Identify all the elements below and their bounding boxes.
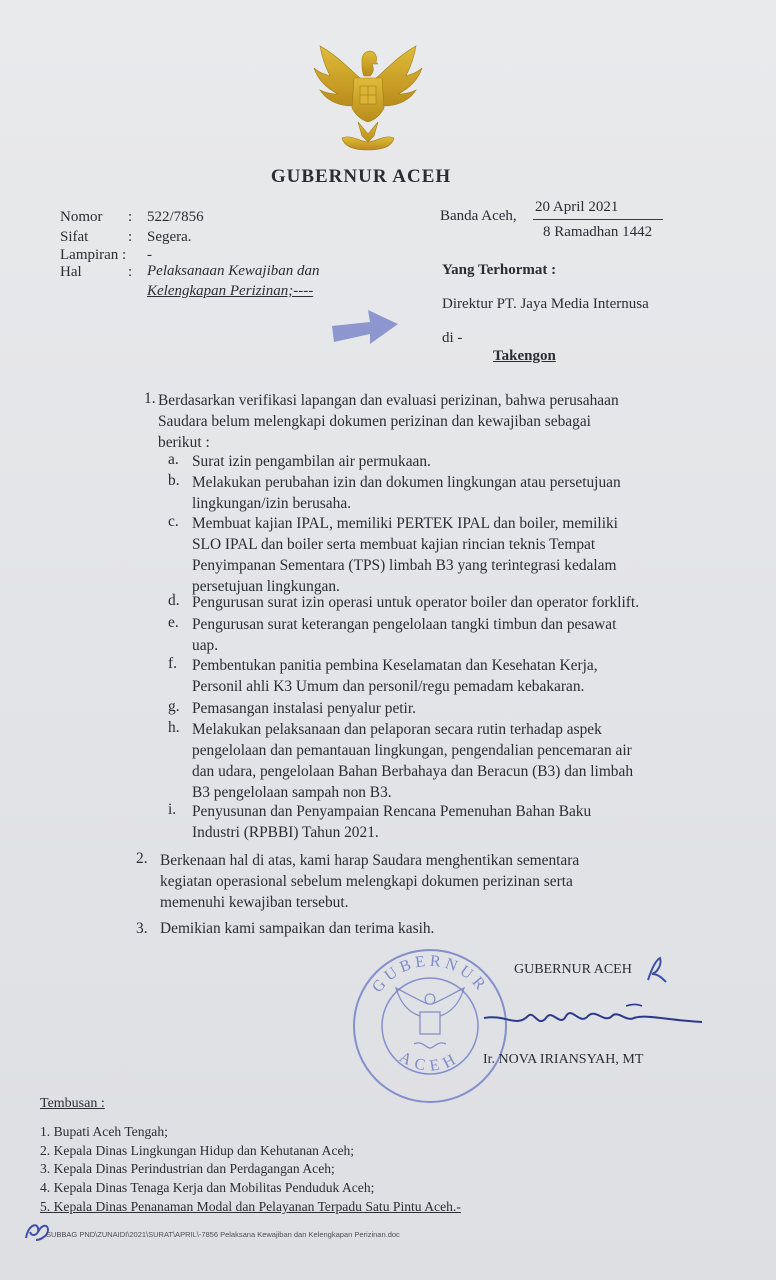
- text-line: berikut :: [158, 434, 210, 451]
- item-letter: d.: [168, 592, 180, 609]
- hal-label: Hal: [60, 264, 82, 280]
- lampiran-label: Lampiran :: [60, 247, 127, 263]
- lampiran-value: -: [147, 247, 152, 263]
- hal-line-2: Kelengkapan Perizinan;----: [147, 283, 314, 299]
- list-item-f: [192, 655, 722, 697]
- text-line: pengelolaan dan pemantauan lingkungan, pengendalian pencemaran air: [192, 742, 632, 759]
- list-item-e: [192, 614, 722, 656]
- text-line: Saudara belum melengkapi dokumen perizinan dan kewajiban sebagai: [158, 413, 591, 430]
- greeting: Yang Terhormat :: [442, 262, 557, 278]
- signatory-name: Ir. NOVA IRIANSYAH, MT: [483, 1052, 644, 1067]
- list-item-d: [192, 592, 722, 613]
- list-item-h: [192, 719, 722, 803]
- svg-text:ACEH: ACEH: [396, 1048, 464, 1076]
- date-divider: [533, 219, 663, 220]
- arrow-stamp-icon: [330, 306, 400, 350]
- text-line: Personil ahli K3 Umum dan personil/regu pemadam kebakaran.: [192, 678, 585, 695]
- item-letter: i.: [168, 801, 177, 818]
- colon: :: [128, 209, 133, 225]
- text-line: B3 pengelolaan sampah non B3.: [192, 784, 392, 801]
- text-line: Melakukan pelaksanaan dan pelaporan secara rutin terhadap aspek: [192, 721, 602, 738]
- text-line: Pemasangan instalasi penyalur petir.: [192, 700, 416, 717]
- signature-title: GUBERNUR ACEH: [514, 962, 632, 977]
- nomor-label: Nomor: [60, 209, 103, 225]
- text-line: Pengurusan surat keterangan pengelolaan tangki timbun dan pesawat: [192, 616, 617, 633]
- recipient-name: Direktur PT. Jaya Media Internusa: [442, 296, 649, 312]
- text-line: Membuat kajian IPAL, memiliki PERTEK IPAL dan boiler, memiliki: [192, 515, 618, 532]
- text-line: lingkungan/izin berusaha.: [192, 495, 351, 512]
- nomor-value: 522/7856: [147, 209, 204, 225]
- recipient-city: Takengon: [493, 348, 556, 364]
- cc-item: 5. Kepala Dinas Penanaman Modal dan Pelayanan Terpadu Satu Pintu Aceh.-: [40, 1199, 461, 1214]
- paragraph-1-number: 1.: [144, 390, 156, 407]
- text-line: dan udara, pengelolaan Bahan Berbahaya dan Beracun (B3) dan limbah: [192, 763, 634, 780]
- text-line: Pengurusan surat izin operasi untuk operator boiler dan operator forklift.: [192, 594, 640, 611]
- paragraph-2: [160, 850, 726, 913]
- paragraph-2-number: 2.: [136, 850, 148, 867]
- text-line: Surat izin pengambilan air permukaan.: [192, 453, 431, 470]
- item-letter: c.: [168, 513, 179, 530]
- text-line: Berkenaan hal di atas, kami harap Saudara menghentikan sementara: [160, 852, 580, 869]
- item-letter: f.: [168, 655, 177, 672]
- text-line: uap.: [192, 637, 219, 654]
- cc-item: 2. Kepala Dinas Lingkungan Hidup dan Kehutanan Aceh;: [40, 1143, 355, 1158]
- cc-title: Tembusan :: [40, 1096, 105, 1111]
- paragraph-3: Demikian kami sampaikan dan terima kasih.: [160, 920, 435, 937]
- signature-scribble-icon: [476, 998, 706, 1038]
- list-item-a: [192, 451, 722, 472]
- list-item-g: [192, 698, 722, 719]
- item-letter: a.: [168, 451, 179, 468]
- letterhead-title: GUBERNUR ACEH: [270, 166, 452, 187]
- item-letter: e.: [168, 614, 179, 631]
- text-line: Berdasarkan verifikasi lapangan dan evaluasi perizinan, bahwa perusahaan: [158, 392, 619, 409]
- sifat-label: Sifat: [60, 229, 89, 245]
- text-line: kegiatan operasional sebelum melengkapi dokumen perizinan serta: [160, 873, 573, 890]
- footer-file-path: SUBBAG PND\ZUNAIDI\2021\SURAT\APRIL\-7856 Pelaksana Kewajiban dan Kelengkapan Perizinan.doc: [46, 1230, 400, 1239]
- text-line: SLO IPAL dan boiler serta membuat kajian rincian teknis Tempat: [192, 536, 596, 553]
- cc-item: 1. Bupati Aceh Tengah;: [40, 1124, 168, 1139]
- list-item-b: [192, 472, 722, 514]
- text-line: persetujuan lingkungan.: [192, 578, 340, 595]
- text-line: Industri (RPBBI) Tahun 2021.: [192, 824, 379, 841]
- svg-text:GUBERNUR: GUBERNUR: [369, 952, 491, 996]
- text-line: Penyusunan dan Penyampaian Rencana Pemenuhan Bahan Baku: [192, 803, 592, 820]
- text-line: Penyimpanan Sementara (TPS) limbah B3 yang terintegrasi kedalam: [192, 557, 617, 574]
- item-letter: g.: [168, 698, 180, 715]
- place: Banda Aceh,: [440, 208, 517, 224]
- cc-item: 3. Kepala Dinas Perindustrian dan Perdagangan Aceh;: [40, 1161, 335, 1176]
- list-item-i: [192, 801, 722, 843]
- item-letter: b.: [168, 472, 180, 489]
- recipient-di: di -: [442, 330, 463, 346]
- colon: :: [128, 264, 133, 280]
- cc-item: 4. Kepala Dinas Tenaga Kerja dan Mobilitas Penduduk Aceh;: [40, 1180, 375, 1195]
- paragraph-1: [158, 390, 724, 453]
- colon: :: [128, 229, 133, 245]
- date: 20 April 2021: [535, 199, 619, 215]
- text-line: Melakukan perubahan izin dan dokumen lingkungan atau persetujuan: [192, 474, 621, 491]
- paragraph-3-number: 3.: [136, 920, 148, 937]
- garuda-emblem-icon: [308, 38, 428, 154]
- sifat-value: Segera.: [147, 229, 192, 245]
- text-line: memenuhi kewajiban tersebut.: [160, 894, 349, 911]
- item-letter: h.: [168, 719, 180, 736]
- list-item-c: [192, 513, 722, 597]
- text-line: Pembentukan panitia pembina Keselamatan dan Kesehatan Kerja,: [192, 657, 598, 674]
- hijri-date: 8 Ramadhan 1442: [543, 224, 653, 240]
- hal-line-1: Pelaksanaan Kewajiban dan: [147, 263, 320, 279]
- initial-mark-icon: [644, 954, 668, 984]
